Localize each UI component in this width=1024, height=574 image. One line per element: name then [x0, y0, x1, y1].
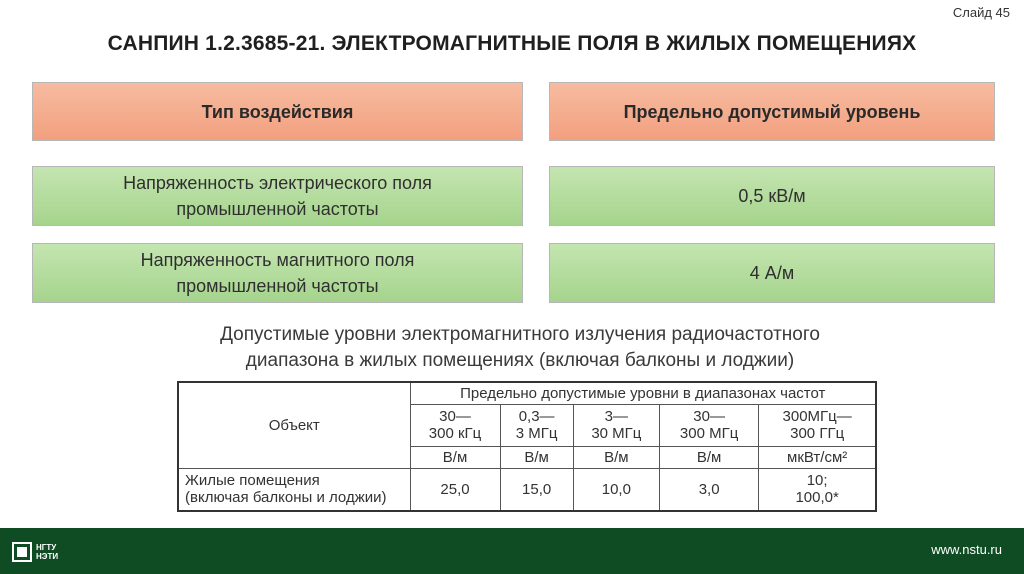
slide-title: САНПИН 1.2.3685-21. ЭЛЕКТРОМАГНИТНЫЕ ПОЛЯ В ЖИЛЫХ ПОМЕЩЕНИЯХ: [107, 32, 917, 55]
range-cell: 30— 300 кГц: [410, 404, 500, 446]
object-line1: Жилые помещения: [185, 472, 320, 490]
nstu-logo: [12, 542, 58, 562]
value-cell: 10; 100,0*: [759, 468, 876, 511]
row-electric-type: [32, 166, 523, 226]
norm-table: [177, 381, 877, 512]
header-type-label: Тип воздействия: [201, 101, 354, 122]
range-cell: 3— 30 МГц: [573, 404, 659, 446]
value-cell: 15,0: [500, 468, 573, 511]
row-magnetic-type-text: Напряженность магнитного поля промышленной частоты: [140, 250, 415, 296]
row-magnetic-level-text: 4 А/м: [749, 263, 795, 283]
range-cell: 300МГц— 300 ГГц: [759, 404, 876, 446]
unit-cell: В/м: [573, 446, 659, 468]
unit-cell: мкВт/см²: [759, 446, 876, 468]
footer-url-link[interactable]: www.nstu.ru: [931, 542, 1002, 557]
unit-cell: В/м: [500, 446, 573, 468]
norm-subtitle: [120, 322, 920, 374]
object-header: Объект: [178, 382, 410, 468]
norm-subtitle-line1: Допустимые уровни электромагнитного излучения радиочастотного: [220, 324, 820, 345]
unit-cell: В/м: [410, 446, 500, 468]
norm-subtitle-line2: диапазона в жилых помещениях (включая балконы и лоджии): [245, 350, 795, 371]
logo-text: НГТУ НЭТИ: [36, 543, 59, 561]
object-cell: [178, 468, 410, 511]
row-magnetic-level: [549, 243, 995, 303]
range-cell: 30— 300 МГц: [659, 404, 758, 446]
header-type: [32, 82, 523, 141]
row-magnetic-type: [32, 243, 523, 303]
object-line2: (включая балконы и лоджии): [185, 489, 387, 507]
row-electric-type-text: Напряженность электрического поля промышленной частоты: [123, 173, 432, 219]
footer-bar: [0, 528, 1024, 574]
value-cell: 25,0: [410, 468, 500, 511]
range-cell: 0,3— 3 МГц: [500, 404, 573, 446]
value-cell: 10,0: [573, 468, 659, 511]
unit-cell: В/м: [659, 446, 758, 468]
header-level-label: Предельно допустимый уровень: [623, 101, 921, 122]
row-electric-level-text: 0,5 кВ/м: [738, 186, 806, 206]
row-electric-level: [549, 166, 995, 226]
logo-mark-icon: [12, 542, 32, 562]
header-level: [549, 82, 995, 141]
group-header: Предельно допустимые уровни в диапазонах частот: [410, 382, 876, 404]
value-cell: 3,0: [659, 468, 758, 511]
slide-number: Слайд 45: [952, 5, 1010, 20]
